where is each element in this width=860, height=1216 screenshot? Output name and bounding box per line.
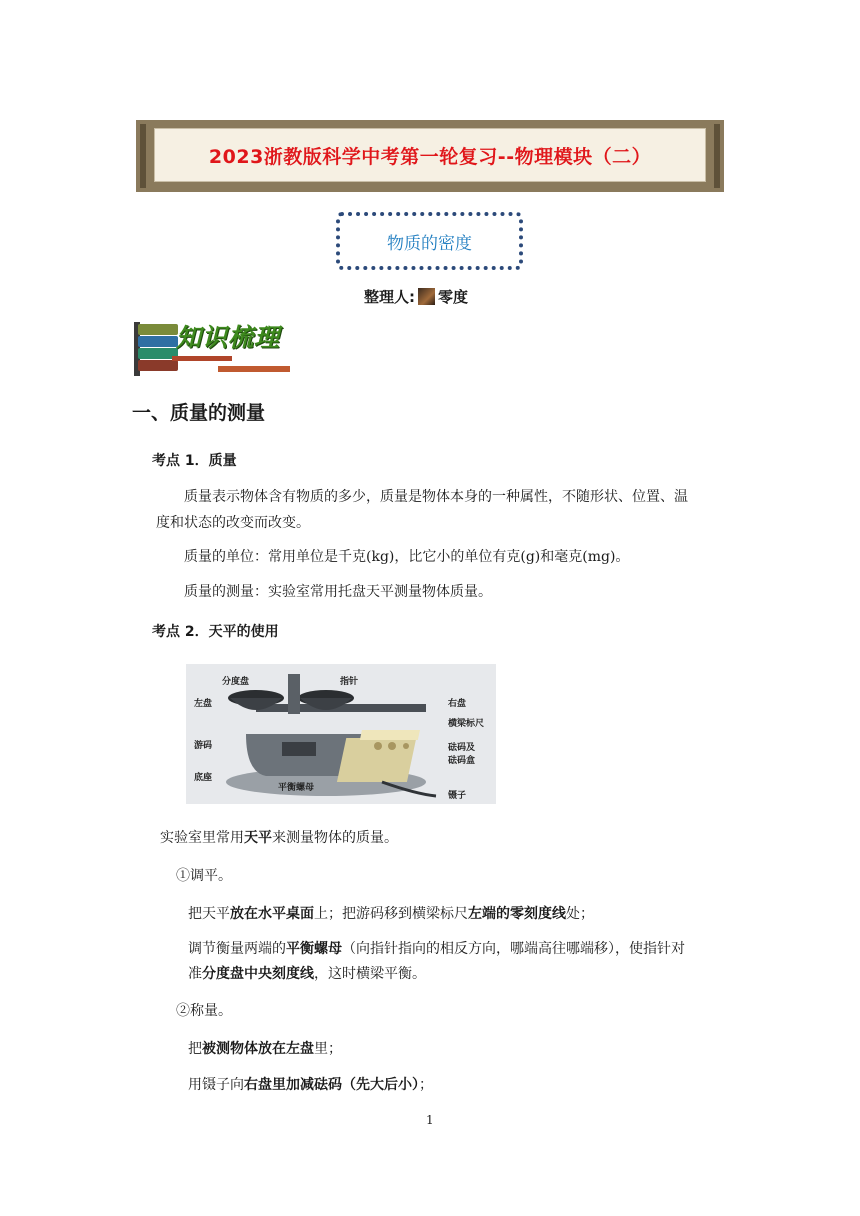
subtitle: 物质的密度: [387, 233, 472, 254]
title-banner: [136, 120, 724, 192]
label-fendupan: 分度盘: [222, 677, 250, 687]
document-title: 2023浙教版科学中考第一轮复习--物理模块（二）: [208, 145, 652, 168]
kp1-heading: 考点 1．质量: [152, 453, 237, 469]
kp1-p3: 质量的测量：实验室常用托盘天平测量物体质量。: [184, 584, 492, 600]
kp2-heading: 考点 2．天平的使用: [152, 624, 279, 640]
author-line: [364, 286, 468, 307]
label-famaji: 砝码及: [448, 743, 476, 753]
step1-line-a: 把天平放在水平桌面上；把游码移到横梁标尺左端的零刻度线处；: [188, 906, 594, 922]
kp2-intro: 实验室里常用天平来测量物体的质量。: [160, 830, 398, 846]
label-famahe: 砝码盒: [448, 756, 476, 766]
page-number: 1: [426, 1113, 434, 1127]
kp1-p1-line2: 度和状态的改变而改变。: [156, 515, 310, 531]
step2-line-a: 把被测物体放在左盘里；: [188, 1041, 342, 1057]
label-youma: 游码: [194, 741, 213, 751]
author-avatar-icon: [418, 288, 435, 305]
label-niezi: 镊子: [448, 791, 467, 801]
step1-line-b2: 准分度盘中央刻度线，这时横梁平衡。: [188, 966, 426, 982]
label-youpan: 右盘: [448, 699, 467, 709]
section-heading-1: 一、质量的测量: [132, 402, 266, 424]
step1-line-b1: 调节衡量两端的平衡螺母（向指针指向的相反方向，哪端高往哪端移），使指针对: [188, 941, 685, 957]
step2-heading: ②称量。: [176, 1003, 232, 1019]
logo-text: 知识梳理: [176, 323, 281, 352]
kp1-p1-line1: 质量表示物体含有物质的多少，质量是物体本身的一种属性，不随形状、位置、温: [184, 489, 688, 505]
step1-heading: ①调平。: [176, 868, 232, 884]
label-zhizhen: 指针: [340, 677, 359, 687]
step2-line-b: 用镊子向右盘里加减砝码（先大后小）；: [188, 1077, 433, 1093]
label-dizuo: 底座: [194, 773, 213, 783]
kp1-p2: 质量的单位：常用单位是千克(kg)，比它小的单位有克(g)和毫克(mg)。: [184, 549, 630, 565]
label-hengliang: 横梁标尺: [448, 719, 485, 729]
knowledge-summary-logo: [132, 318, 294, 378]
author-name: 零度: [438, 288, 469, 306]
label-pingheng: 平衡螺母: [278, 783, 315, 793]
balance-diagram: [186, 664, 496, 804]
banner-left-edge: [140, 124, 146, 188]
author-label: 整理人:: [364, 288, 415, 306]
subtitle-box: [336, 212, 523, 270]
banner-right-edge: [714, 124, 720, 188]
banner-panel: [154, 128, 706, 182]
label-zuopan: 左盘: [194, 699, 213, 709]
